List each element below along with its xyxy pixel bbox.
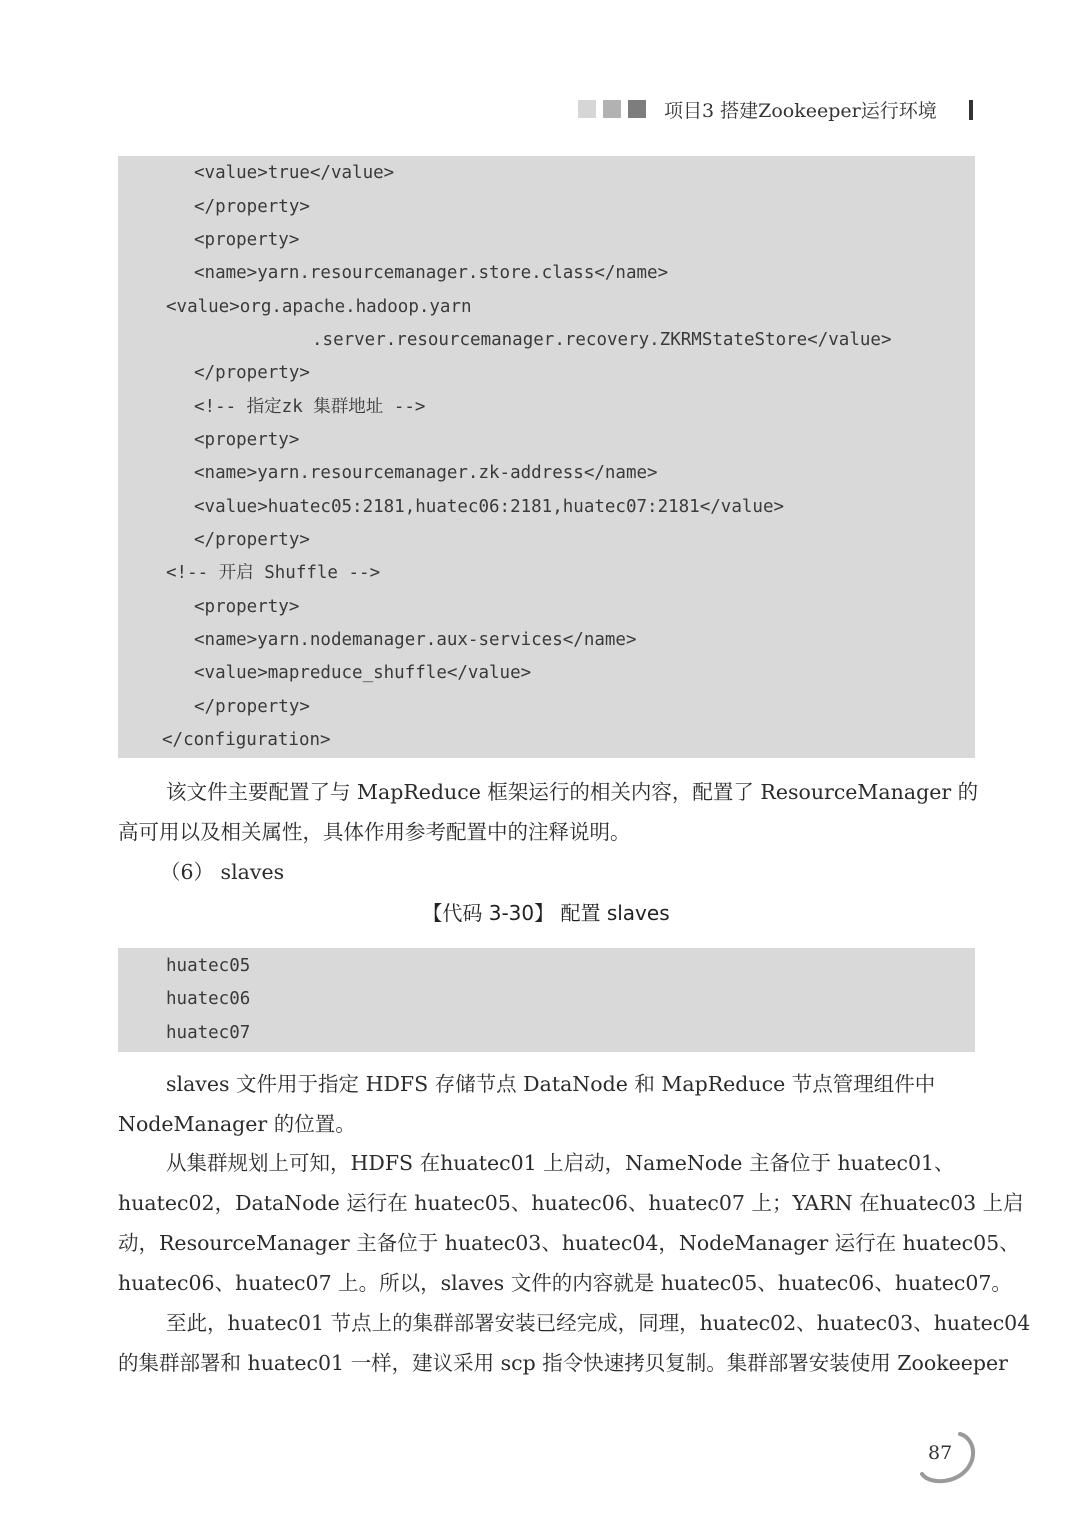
code-line: </property> <box>194 197 310 217</box>
header-square-dark <box>628 100 646 118</box>
code-line: </configuration> <box>162 730 331 750</box>
paragraph-line: huatec02，DataNode 运行在 huatec05、huatec06、huatec07 上；YARN 在huatec03 上启 <box>118 1191 1024 1215</box>
code-line: <name>yarn.resourcemanager.store.class</name> <box>194 263 669 283</box>
page-number: 87 <box>928 1442 953 1464</box>
code-line: <value>true</value> <box>194 163 395 183</box>
paragraph-line: 至此，huatec01 节点上的集群部署安装已经完成，同理，huatec02、huatec03、huatec04 <box>166 1311 1031 1335</box>
code-comment: <!-- 开启 Shuffle --> <box>166 563 381 583</box>
code-line: <property> <box>194 230 300 250</box>
paragraph-line: slaves 文件用于指定 HDFS 存储节点 DataNode 和 MapReduce 节点管理组件中 <box>166 1072 936 1096</box>
code-line: <property> <box>194 430 300 450</box>
code-line: huatec06 <box>166 989 251 1009</box>
code-line: </property> <box>194 363 310 383</box>
paragraph-line: 该文件主要配置了与 MapReduce 框架运行的相关内容，配置了 ResourceManager 的 <box>166 780 979 804</box>
code-line: <value>mapreduce_shuffle</value> <box>194 663 532 683</box>
code-block-config <box>118 156 975 758</box>
header-square-light <box>578 100 596 118</box>
paragraph-line: 从集群规划上可知，HDFS 在huatec01 上启动，NameNode 主备位于 huatec01、 <box>166 1151 955 1175</box>
paragraph-line: 高可用以及相关属性，具体作用参考配置中的注释说明。 <box>118 820 631 844</box>
code-comment: <!-- 指定zk 集群地址 --> <box>194 397 426 417</box>
code-line: </property> <box>194 697 310 717</box>
code-line: .server.resourcemanager.recovery.ZKRMStateStore</value> <box>312 330 892 350</box>
code-caption: 【代码 3-30】 配置 slaves <box>422 901 670 925</box>
running-header <box>0 96 1092 130</box>
code-line: huatec07 <box>166 1023 251 1043</box>
code-line: <name>yarn.nodemanager.aux-services</name> <box>194 630 637 650</box>
paragraph-line: NodeManager 的位置。 <box>118 1112 356 1136</box>
code-line: <name>yarn.resourcemanager.zk-address</name> <box>194 463 658 483</box>
list-item-heading: （6） slaves <box>160 860 285 884</box>
header-title: 项目3 搭建Zookeeper运行环境 <box>664 100 937 122</box>
header-bar <box>969 100 973 120</box>
header-square-mid <box>603 100 621 118</box>
paragraph-line: 动，ResourceManager 主备位于 huatec03、huatec04，NodeManager 运行在 huatec05、 <box>118 1231 1020 1255</box>
paragraph-line: 的集群部署和 huatec01 一样，建议采用 scp 指令快速拷贝复制。集群部署安装使用 Zookeeper <box>118 1351 1008 1375</box>
code-line: <property> <box>194 597 300 617</box>
code-line: huatec05 <box>166 956 251 976</box>
code-line: </property> <box>194 530 310 550</box>
code-line: <value>huatec05:2181,huatec06:2181,huatec07:2181</value> <box>194 497 785 517</box>
code-block-slaves <box>118 948 975 1052</box>
paragraph-line: huatec06、huatec07 上。所以，slaves 文件的内容就是 huatec05、huatec06、huatec07。 <box>118 1271 1012 1295</box>
code-line: <value>org.apache.hadoop.yarn <box>166 297 472 317</box>
